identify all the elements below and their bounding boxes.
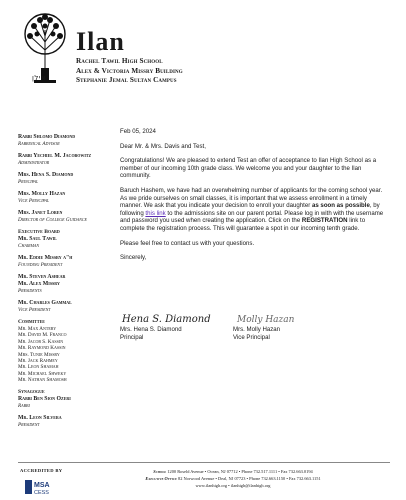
msa-text: MSA xyxy=(34,482,50,489)
accredited-by-label: ACCREDITED BY xyxy=(20,468,63,473)
registration-text: REGISTRATION xyxy=(301,217,348,225)
committee-member: Mr. Leon Shamah xyxy=(18,364,59,371)
emphasis-text: as soon as possible xyxy=(311,202,370,210)
signer-title: Vice Principal xyxy=(233,333,270,341)
board-name: Mr. Steven Ashear Mr. Alex Missry xyxy=(18,274,66,287)
board-name: Mr. Eddie Missry a"h xyxy=(18,255,73,261)
signature-lettering: Hena S. Diamond xyxy=(122,314,211,325)
synagogue-title: President xyxy=(18,421,40,428)
hebrew-school-name: אילן xyxy=(32,74,47,82)
text-span: Baruch Hashem, we have had an overwhelming number of applicants for the coming school year. As we pride ourselves on small classes, it is important that we assess enrollment in a timely manner. We ask that you indicate your decision to enroll your daughter xyxy=(120,186,383,210)
footer-divider xyxy=(18,462,390,463)
synagogue-entry xyxy=(18,396,116,410)
staff-title: Director of College Guidance xyxy=(18,217,87,223)
committee-member: Mr. Raymond Kassin xyxy=(18,345,66,352)
school-label: School xyxy=(153,469,167,474)
letter-salutation: Dear Mr. & Mrs. Davis and Test, xyxy=(120,142,206,150)
board-title: Presidents xyxy=(18,288,42,294)
staff-name: Rabbi Yechiel M. Jacobowitz xyxy=(18,153,92,159)
signer-name: Mrs. Molly Hazan xyxy=(233,326,281,333)
signature-lettering: Molly Hazan xyxy=(237,315,295,325)
board-title: Founding President xyxy=(18,262,63,268)
staff-name: Mrs. Janet Loren xyxy=(18,210,63,216)
msa-cess-logo-icon xyxy=(25,478,59,496)
school-name: Ilan xyxy=(76,27,125,56)
signature-block-principal xyxy=(120,310,240,341)
synagogue-name: Rabbi Ben Sion Ozeri xyxy=(18,395,71,402)
staff-entry xyxy=(18,153,116,167)
staff-sidebar xyxy=(18,134,116,434)
committee-member: Mr. Max Antery xyxy=(18,326,57,332)
board-entry xyxy=(18,274,116,295)
executive-board xyxy=(18,229,116,314)
board-name: Mr. Saul Tawil xyxy=(18,236,57,242)
staff-title: Rabbinical Advisor xyxy=(18,141,60,147)
letter-paragraph-1: Congratulations! We are pleased to extend Test an offer of acceptance to Ilan High School as a member of our incoming 10th grade class. We welcome you and your daughter to the Ilan community. xyxy=(120,157,377,180)
staff-name: Mrs. Hena S. Diamond xyxy=(18,172,74,178)
msa-sub-text: CESS xyxy=(34,490,49,496)
committee-member: Mrs. Tunie Missry xyxy=(18,351,60,358)
synagogue-header: Synagogue xyxy=(18,388,45,395)
board-entry xyxy=(18,300,116,314)
board-title: Chairman xyxy=(18,243,40,249)
text-span: to the admissions site on our parent portal. Please log in with with the username and password you used when creating the application. Click on the xyxy=(120,209,384,225)
committee-member: Mr. Nathan Shamosh xyxy=(18,377,67,384)
board-entry xyxy=(18,236,116,250)
letter-body xyxy=(120,128,390,269)
letterhead xyxy=(76,27,183,86)
staff-title: Vice Principal xyxy=(18,198,50,204)
letter-closing: Sincerely, xyxy=(120,254,147,262)
letterhead-line-1: Rachel Tawil High School xyxy=(76,57,163,65)
board-entry xyxy=(18,255,116,269)
school-address: 1200 Roseld Avenue • Ocean, NJ 07712 • Phone 732.517.1111 • Fax 732.663.0194 xyxy=(167,469,313,474)
staff-title: Administrator xyxy=(18,160,50,166)
board-header: Executive Board xyxy=(18,229,60,235)
signer-name: Mrs. Hena S. Diamond xyxy=(120,326,182,333)
signature-area xyxy=(120,310,390,350)
staff-title: Principal xyxy=(18,179,39,185)
principal-signature-image xyxy=(120,310,230,326)
committee-member: Mr. Jack Rahmey xyxy=(18,358,58,365)
committee-header: Committee xyxy=(18,319,45,325)
synagogue-name: Mr. Leon Silvera xyxy=(18,414,62,421)
staff-entry xyxy=(18,191,116,205)
letterhead-line-2: Alex & Victoria Missry Building xyxy=(76,66,183,75)
staff-name: Rabbi Shlomo Diamond xyxy=(18,134,76,140)
committee-member: Mr. Michael Shweky xyxy=(18,370,67,377)
footer-contact xyxy=(72,468,394,490)
board-name: Mr. Charles Gammal xyxy=(18,300,72,306)
signature-block-vice-principal xyxy=(233,310,353,341)
letter-paragraph-3: Please feel free to contact us with your questions. xyxy=(120,239,255,247)
letter-date: Feb 05, 2024 xyxy=(120,128,156,135)
staff-name: Mrs. Molly Hazan xyxy=(18,191,66,197)
committee-member: Mr. Jacob S. Kassin xyxy=(18,338,64,345)
staff-list xyxy=(18,134,116,224)
staff-entry xyxy=(18,134,116,148)
admissions-link[interactable]: this link xyxy=(145,209,166,217)
board-title: Vice President xyxy=(18,307,51,313)
text-span: link to complete the registration process. This will guarantee a spot in our incoming tenth grade. xyxy=(120,217,366,232)
office-address: 82 Norwood Avenue • Deal, NJ 07723 • Phone 732.663.1150 • Fax 732.663.1151 xyxy=(178,476,321,482)
committee-member: Mr. David M. Franco xyxy=(18,332,67,339)
staff-entry xyxy=(18,210,116,224)
footer-school-line xyxy=(72,468,394,475)
letter-paragraph-2 xyxy=(120,187,390,233)
synagogue-title: Rabbi xyxy=(18,402,30,409)
text-span: , by following xyxy=(120,202,380,217)
vice-principal-signature-image xyxy=(233,310,323,326)
synagogue xyxy=(18,389,116,429)
synagogue-entry xyxy=(18,415,116,429)
signer-title: Principal xyxy=(120,333,144,341)
office-label: Executive Office xyxy=(145,476,177,482)
committee xyxy=(18,319,116,384)
staff-entry xyxy=(18,172,116,186)
footer-web-line: www.ilanhigh.org • ilanhigh@ilanhigh.org xyxy=(195,483,271,489)
letterhead-line-3: Stephanie Jemal Sultan Campus xyxy=(76,76,177,84)
footer-office-line xyxy=(72,475,394,482)
